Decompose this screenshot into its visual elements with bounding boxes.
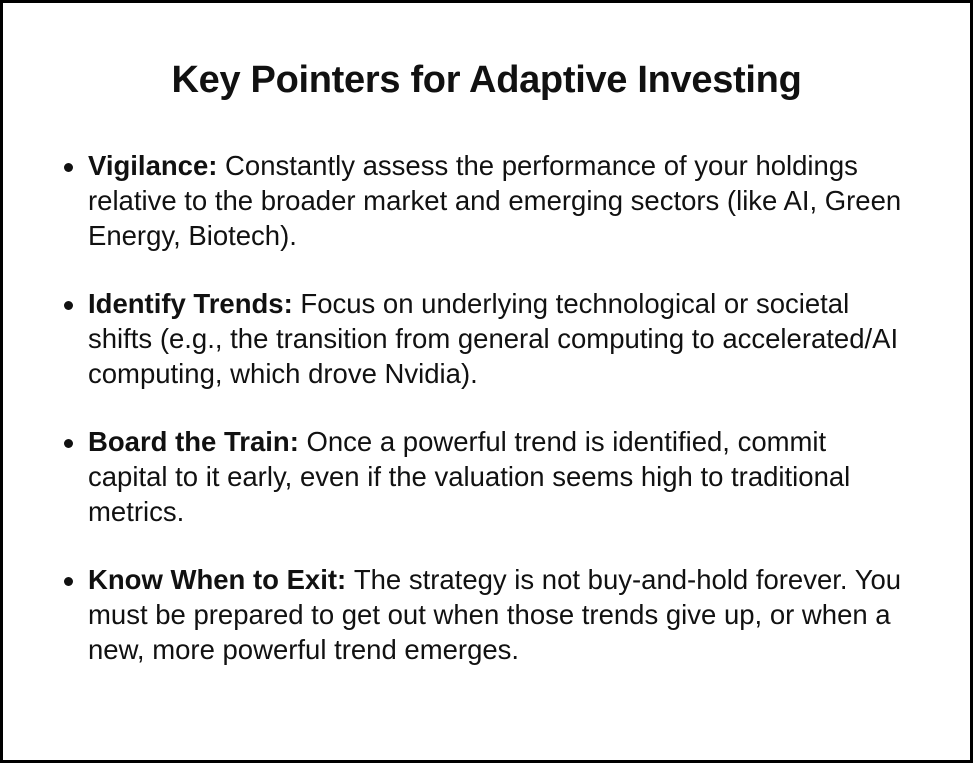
pointer-term: Know When to Exit: [88,564,354,595]
pointer-text: Once a powerful trend is identified, commit capital to it early, even if the valuation seems high to traditional metrics. [88,426,851,527]
list-item-identify-trends [3,286,913,391]
bullet-icon [64,301,73,310]
pointer-term: Identify Trends: [88,288,301,319]
list-item-vigilance [3,148,913,253]
pointer-text: Constantly assess the performance of your holdings relative to the broader market and emerging sectors (like AI, Green Energy, Biotech). [88,150,902,251]
bullet-icon [64,163,73,172]
pointer-text: The strategy is not buy-and-hold forever. You must be prepared to get out when those trends give up, or when a new, more powerful trend emerges. [88,564,902,665]
bullet-icon [64,577,73,586]
page-title: Key Pointers for Adaptive Investing [171,59,802,101]
list-item-know-when-to-exit [3,562,913,667]
pointer-term: Board the Train: [88,426,307,457]
pointer-list [3,148,973,700]
pointer-term: Vigilance: [88,150,226,181]
list-item-board-the-train [3,424,913,529]
bullet-icon [64,439,73,448]
pointer-text: Focus on underlying technological or societal shifts (e.g., the transition from general computing to accelerated/AI computing, which drove Nvidia). [88,288,899,389]
